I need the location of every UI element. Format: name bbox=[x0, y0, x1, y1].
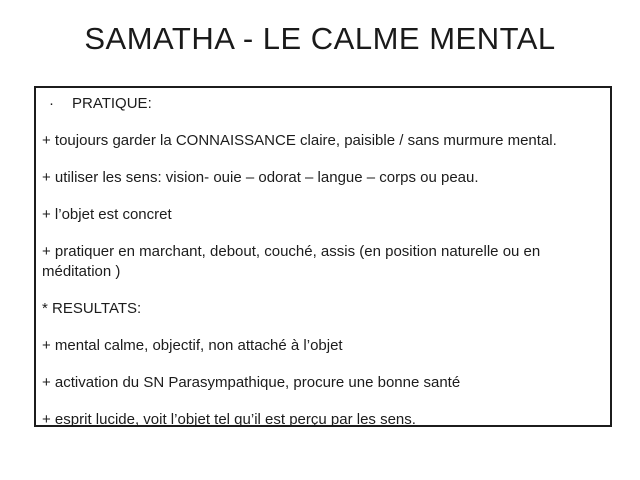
paragraph-pratiquer-en-marchant: + pratiquer en marchant, debout, couché, assis (en position naturelle ou en méditation ) bbox=[42, 243, 541, 280]
content-text-box bbox=[34, 86, 612, 427]
bullet-list-item bbox=[42, 94, 590, 114]
paragraph-esprit-lucide: + esprit lucide, voit l’objet tel qu’il est perçu par les sens. bbox=[42, 411, 416, 428]
bullet-item-label: PRATIQUE: bbox=[72, 95, 152, 112]
paragraph-objet-concret: + l’objet est concret bbox=[42, 206, 172, 223]
paragraph-toujours-garder: + toujours garder la CONNAISSANCE claire, paisible / sans murmure mental. bbox=[42, 132, 557, 149]
paragraph-mental-calme: + mental calme, objectif, non attaché à l’objet bbox=[42, 337, 343, 354]
paragraph-resultats-heading: * RESULTATS: bbox=[42, 300, 142, 317]
slide-title: SAMATHA - LE CALME MENTAL bbox=[84, 21, 556, 56]
paragraph-activation-sn: + activation du SN Parasympathique, procure une bonne santé bbox=[42, 374, 461, 391]
bullet-dot-marker: · bbox=[49, 95, 54, 112]
paragraph-utiliser-les-sens: + utiliser les sens: vision- ouie – odorat – langue – corps ou peau. bbox=[42, 169, 479, 186]
